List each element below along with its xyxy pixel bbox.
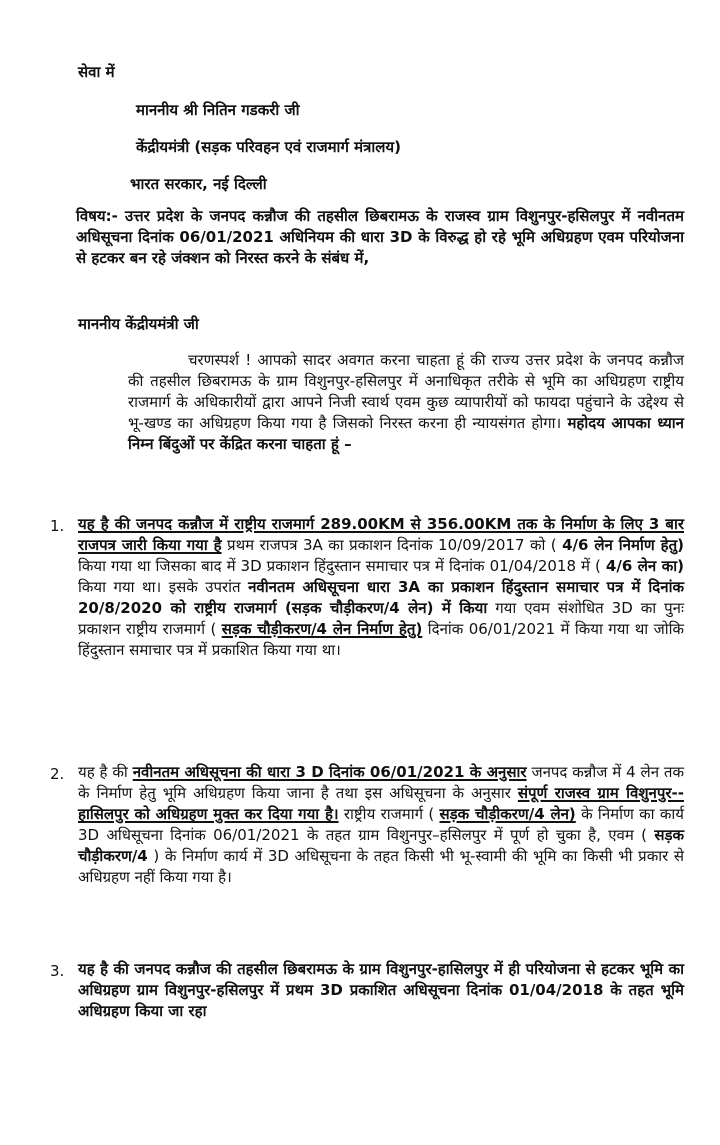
point-2-seg-8: सड़क चौड़ीकरण/4 — [78, 826, 684, 865]
subject-text: उत्तर प्रदेश के जनपद कन्नौज की तहसील छिबरामऊ के राजस्व ग्राम विशुनपुर-हसिलपुर में नवीनतम अधिसूचना दिनांक 06/01/2021 अधिनियम की धारा 3D के विरुद्ध हो रहे भूमि अधिग्रहण एवम परियोजना से हटकर बन रहे जंक्शन को निरस्त करने के संबंध में, — [76, 207, 684, 267]
point-1-paragraph — [78, 514, 684, 661]
point-2-seg-5: राष्ट्रीय राजमार्ग ( — [343, 805, 435, 823]
point-2-seg-9: ) के निर्माण कार्य में 3D अधिसूचना के तहत किसी भी भू-स्वामी की भूमि का किसी भी प्रकार से अधिग्रहण नहीं किया गया है। — [78, 847, 684, 886]
addressee-designation: केंद्रीयमंत्री (सड़क परिवहन एवं राजमार्ग मंत्रालय) — [136, 138, 401, 156]
point-1-seg-2: प्रथम राजपत्र 3A का प्रकाशन दिनांक 10/09/2017 को ( — [227, 536, 557, 554]
intro-paragraph — [128, 350, 684, 455]
point-1-seg-8: गया एवम संशोधित 3D का पुनः प्रकाशन राष्ट्रीय राजमार्ग ( — [78, 599, 684, 638]
point-1-seg-9: सड़क चौड़ीकरण/4 लेन निर्माण हेतु) — [221, 620, 423, 638]
greeting: माननीय केंद्रीयमंत्री जी — [78, 315, 199, 333]
addressee-name: माननीय श्री नितिन गडकरी जी — [136, 101, 300, 119]
point-2-seg-4: संपूर्ण राजस्व ग्राम विशुनपुर--हासिलपुर को अधिग्रहण मुक्त कर दिया गया है। — [78, 784, 684, 823]
point-2-seg-6: सड़क चौड़ीकरण/4 लेन) — [439, 805, 576, 823]
point-1-seg-5: 4/6 लेन का) — [605, 557, 684, 575]
subject-block — [76, 206, 684, 269]
point-2-paragraph — [78, 762, 684, 888]
point-2-seg-1: यह है की — [78, 763, 128, 781]
point-2-number: 2. — [50, 765, 65, 783]
point-1-seg-3: 4/6 लेन निर्माण हेतु) — [562, 536, 684, 554]
point-1-seg-10: दिनांक 06/01/2021 में किया गया था जोकि हिंदुस्तान समाचार पत्र में प्रकाशित किया गया था। — [78, 620, 684, 659]
point-3-text: यह है की जनपद कन्नौज की तहसील छिबरामऊ के ग्राम विशुनपुर-हासिलपुर में ही परियोजना से हटकर भूमि का अधिग्रहण ग्राम विशुनपुर-हसिलपुर में प्रथम 3D प्रकाशित अधिसूचना दिनांक 01/04/2018 के तहत भूमि अधिग्रहण किया जा रहा — [78, 960, 684, 1020]
point-1-seg-6: किया गया था। इसके उपरांत — [78, 578, 241, 596]
addressee-government: भारत सरकार, नई दिल्ली — [130, 175, 267, 193]
intro-text: चरणस्पर्श ! आपको सादर अवगत करना चाहता हूं की राज्य उत्तर प्रदेश के जनपद कन्नौज की तहसील छिबरामऊ के ग्राम विशुनपुर-हसिलपुर में अनाधिकृत तरीके से भूमि का अधिग्रहण राष्ट्रीय राजमार्ग के अधिकारीयों द्वारा आपने निजी स्वार्थ एवम कुछ व्यापारीयों को फायदा पहुंचाने के उद्देश्य से भू-खण्ड का अधिग्रहण किया गया है जिसको निरस्त करना ही न्यायसंगत होगा। — [128, 351, 684, 432]
point-2-seg-3: जनपद कन्नौज में 4 लेन तक के निर्माण हेतु भूमि अधिग्रहण किया जाना है तथा इस अधिसूचना के अनुसार — [78, 763, 684, 802]
subject-label: विषय:- — [76, 207, 118, 225]
intro-bold-tail: महोदय आपका ध्यान निम्न बिंदुओं पर केंद्रित करना चाहता हूं – — [128, 414, 684, 453]
point-1-seg-1: यह है की जनपद कन्नौज में राष्ट्रीय राजमार्ग 289.00KM से 356.00KM तक के निर्माण के लिए 3 बार राजपत्र जारी किया गया है — [78, 515, 684, 554]
point-1-seg-7: नवीनतम अधिसूचना धारा 3A का प्रकाशन हिंदुस्तान समाचार पत्र में दिनांक 20/8/2020 को राष्ट्रीय राजमार्ग (सड़क चौड़ीकरण/4 लेन) में किया — [78, 578, 684, 617]
point-1-number: 1. — [50, 517, 65, 535]
point-2-seg-7: के निर्माण का कार्य 3D अधिसूचना दिनांक 06/01/2021 के तहत ग्राम विशुनपुर–हसिलपुर में पूर्ण हो चुका है, एवम ( — [78, 805, 684, 844]
point-1-seg-4: किया गया था जिसका बाद में 3D प्रकाशन हिंदुस्तान समाचार पत्र में दिनांक 01/04/2018 में ( — [78, 557, 601, 575]
salutation-seva-mein: सेवा में — [78, 63, 115, 81]
point-3-paragraph — [78, 959, 684, 1022]
point-2-seg-2: नवीनतम अधिसूचना की धारा 3 D दिनांक 06/01/2021 के अनुसार — [132, 763, 527, 781]
point-3-number: 3. — [50, 962, 65, 980]
